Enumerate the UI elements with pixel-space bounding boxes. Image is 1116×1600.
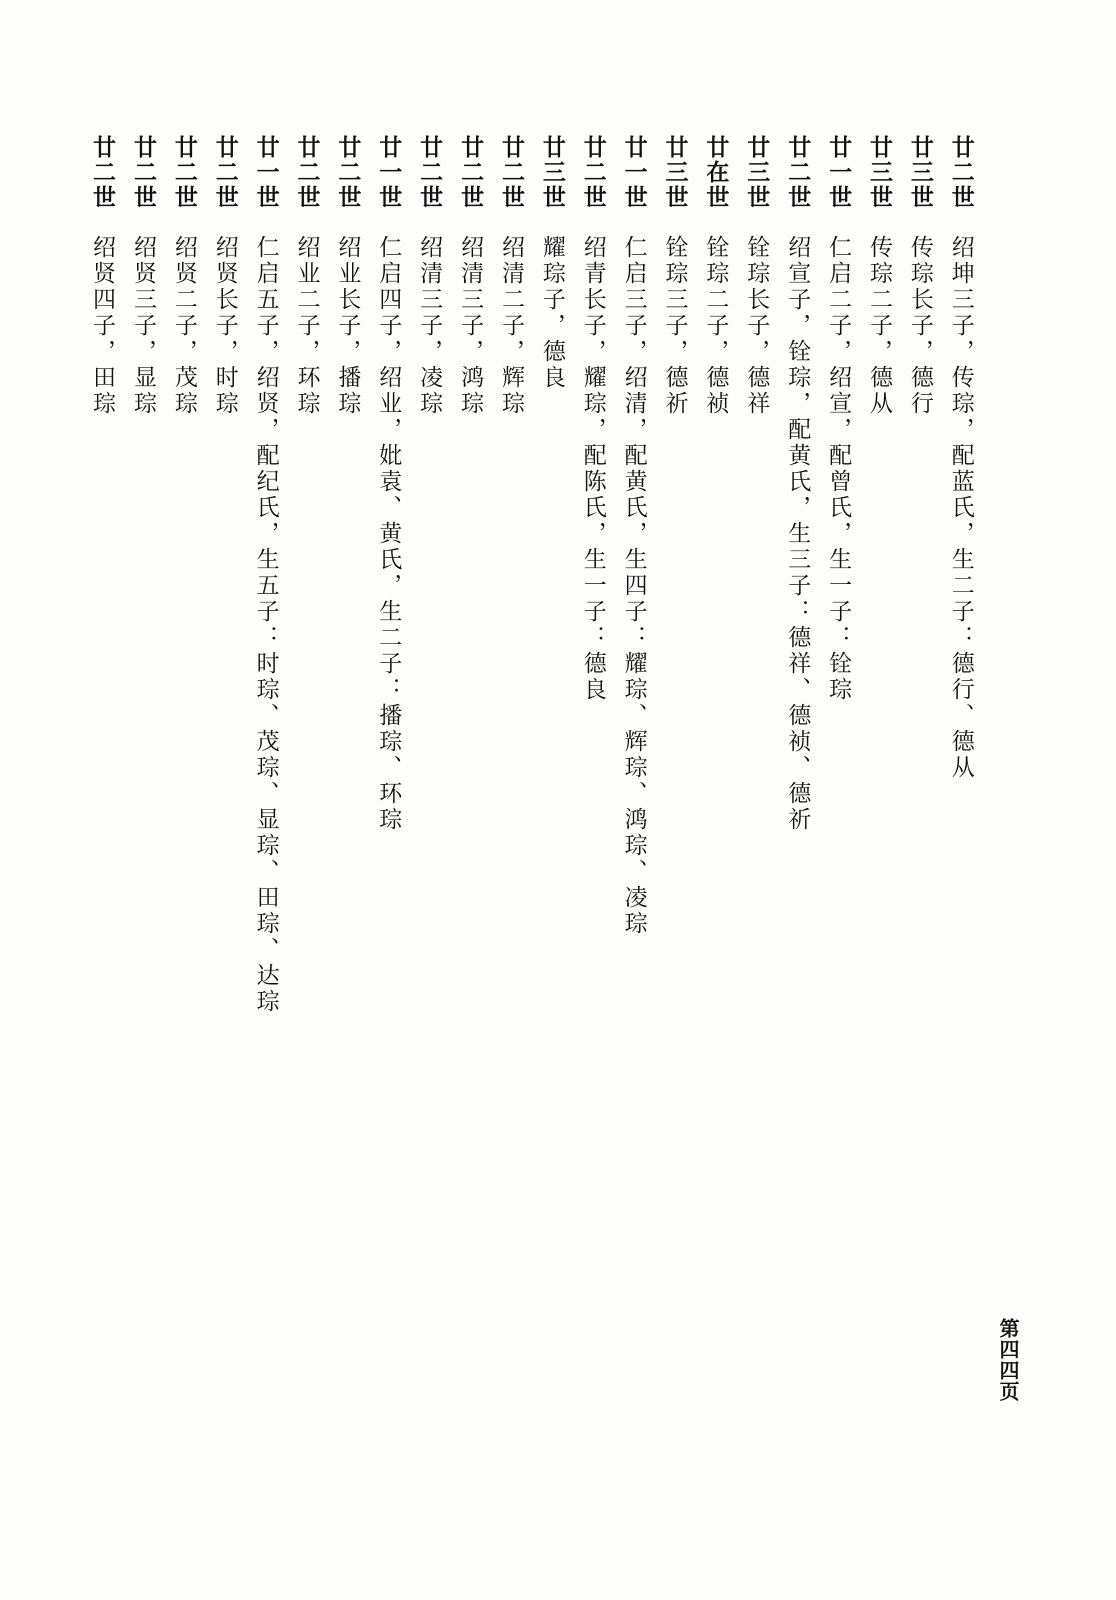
entry-text: 铨琮长子，德祥 [743,235,770,417]
generation-label: 廿一世 [375,135,402,210]
entry-text: 绍青长子，耀琮，配陈氏，生一子：德良 [579,235,606,703]
page-number: 第四四页 [996,1318,1020,1402]
entry-column [84,135,120,1015]
entry-column [370,135,406,1015]
entry-text: 铨琮三子，德祈 [661,235,688,417]
entry-column [329,135,365,1015]
generation-label: 廿二世 [89,135,116,210]
entry-column [125,135,161,1015]
generation-label: 廿二世 [129,135,156,210]
entry-column [574,135,610,1015]
generation-label: 廿二世 [457,135,484,210]
entry-column [247,135,283,1015]
generation-label: 廿三世 [865,135,892,210]
entry-text: 传琮二子，德从 [865,235,892,417]
generation-label: 廿一世 [620,135,647,210]
entry-column [943,135,979,1015]
generation-label: 廿在世 [702,135,729,210]
generation-label: 廿三世 [538,135,565,210]
entry-column [902,135,938,1015]
entry-column [206,135,242,1015]
genealogy-columns [84,135,978,1015]
generation-label: 廿一世 [825,135,852,210]
entry-text: 绍坤三子，传琮，配蓝氏，生二子：德行、德从 [947,235,974,781]
entry-text: 仁启四子，绍业，妣袁、黄氏，生二子：播琮、环琮 [375,235,402,833]
generation-label: 廿三世 [906,135,933,210]
entry-text: 绍贤长子，时琮 [211,235,238,417]
entry-text: 仁启二子，绍宣，配曾氏，生一子：铨琮 [825,235,852,703]
generation-label: 廿二世 [416,135,443,210]
entry-column [411,135,447,1015]
entry-text: 绍贤四子，田琮 [89,235,116,417]
generation-label: 廿二世 [293,135,320,210]
generation-label: 廿二世 [579,135,606,210]
generation-label: 廿一世 [252,135,279,210]
entry-column [820,135,856,1015]
entry-text: 传琮长子，德行 [906,235,933,417]
generation-label: 廿三世 [661,135,688,210]
entry-text: 仁启五子，绍贤，配纪氏，生五子：时琮、茂琮、显琮、田琮、达琮 [252,235,279,1015]
generation-label: 廿二世 [947,135,974,210]
entry-text: 绍清三子，凌琮 [416,235,443,417]
entry-column [452,135,488,1015]
entry-column [615,135,651,1015]
entry-column [288,135,324,1015]
entry-column [697,135,733,1015]
entry-text: 耀琮子，德良 [538,235,565,391]
generation-label: 廿二世 [497,135,524,210]
generation-label: 廿二世 [211,135,238,210]
entry-text: 铨琮二子，德祯 [702,235,729,417]
entry-text: 仁启三子，绍清，配黄氏，生四子：耀琮、辉琮、鸿琮、凌琮 [620,235,647,937]
entry-column [861,135,897,1015]
entry-text: 绍宣子，铨琮，配黄氏，生三子：德祥、德祯、德祈 [784,235,811,833]
generation-label: 廿二世 [334,135,361,210]
entry-text: 绍贤三子，显琮 [129,235,156,417]
entry-text: 绍贤二子，茂琮 [170,235,197,417]
generation-label: 廿二世 [170,135,197,210]
entry-column [534,135,570,1015]
entry-text: 绍业长子，播琮 [334,235,361,417]
entry-text: 绍清二子，辉琮 [497,235,524,417]
entry-column [493,135,529,1015]
entry-column [166,135,202,1015]
entry-column [738,135,774,1015]
entry-text: 绍业二子，环琮 [293,235,320,417]
generation-label: 廿三世 [743,135,770,210]
entry-column [779,135,815,1015]
generation-label: 廿二世 [784,135,811,210]
entry-column [656,135,692,1015]
entry-text: 绍清三子，鸿琮 [457,235,484,417]
